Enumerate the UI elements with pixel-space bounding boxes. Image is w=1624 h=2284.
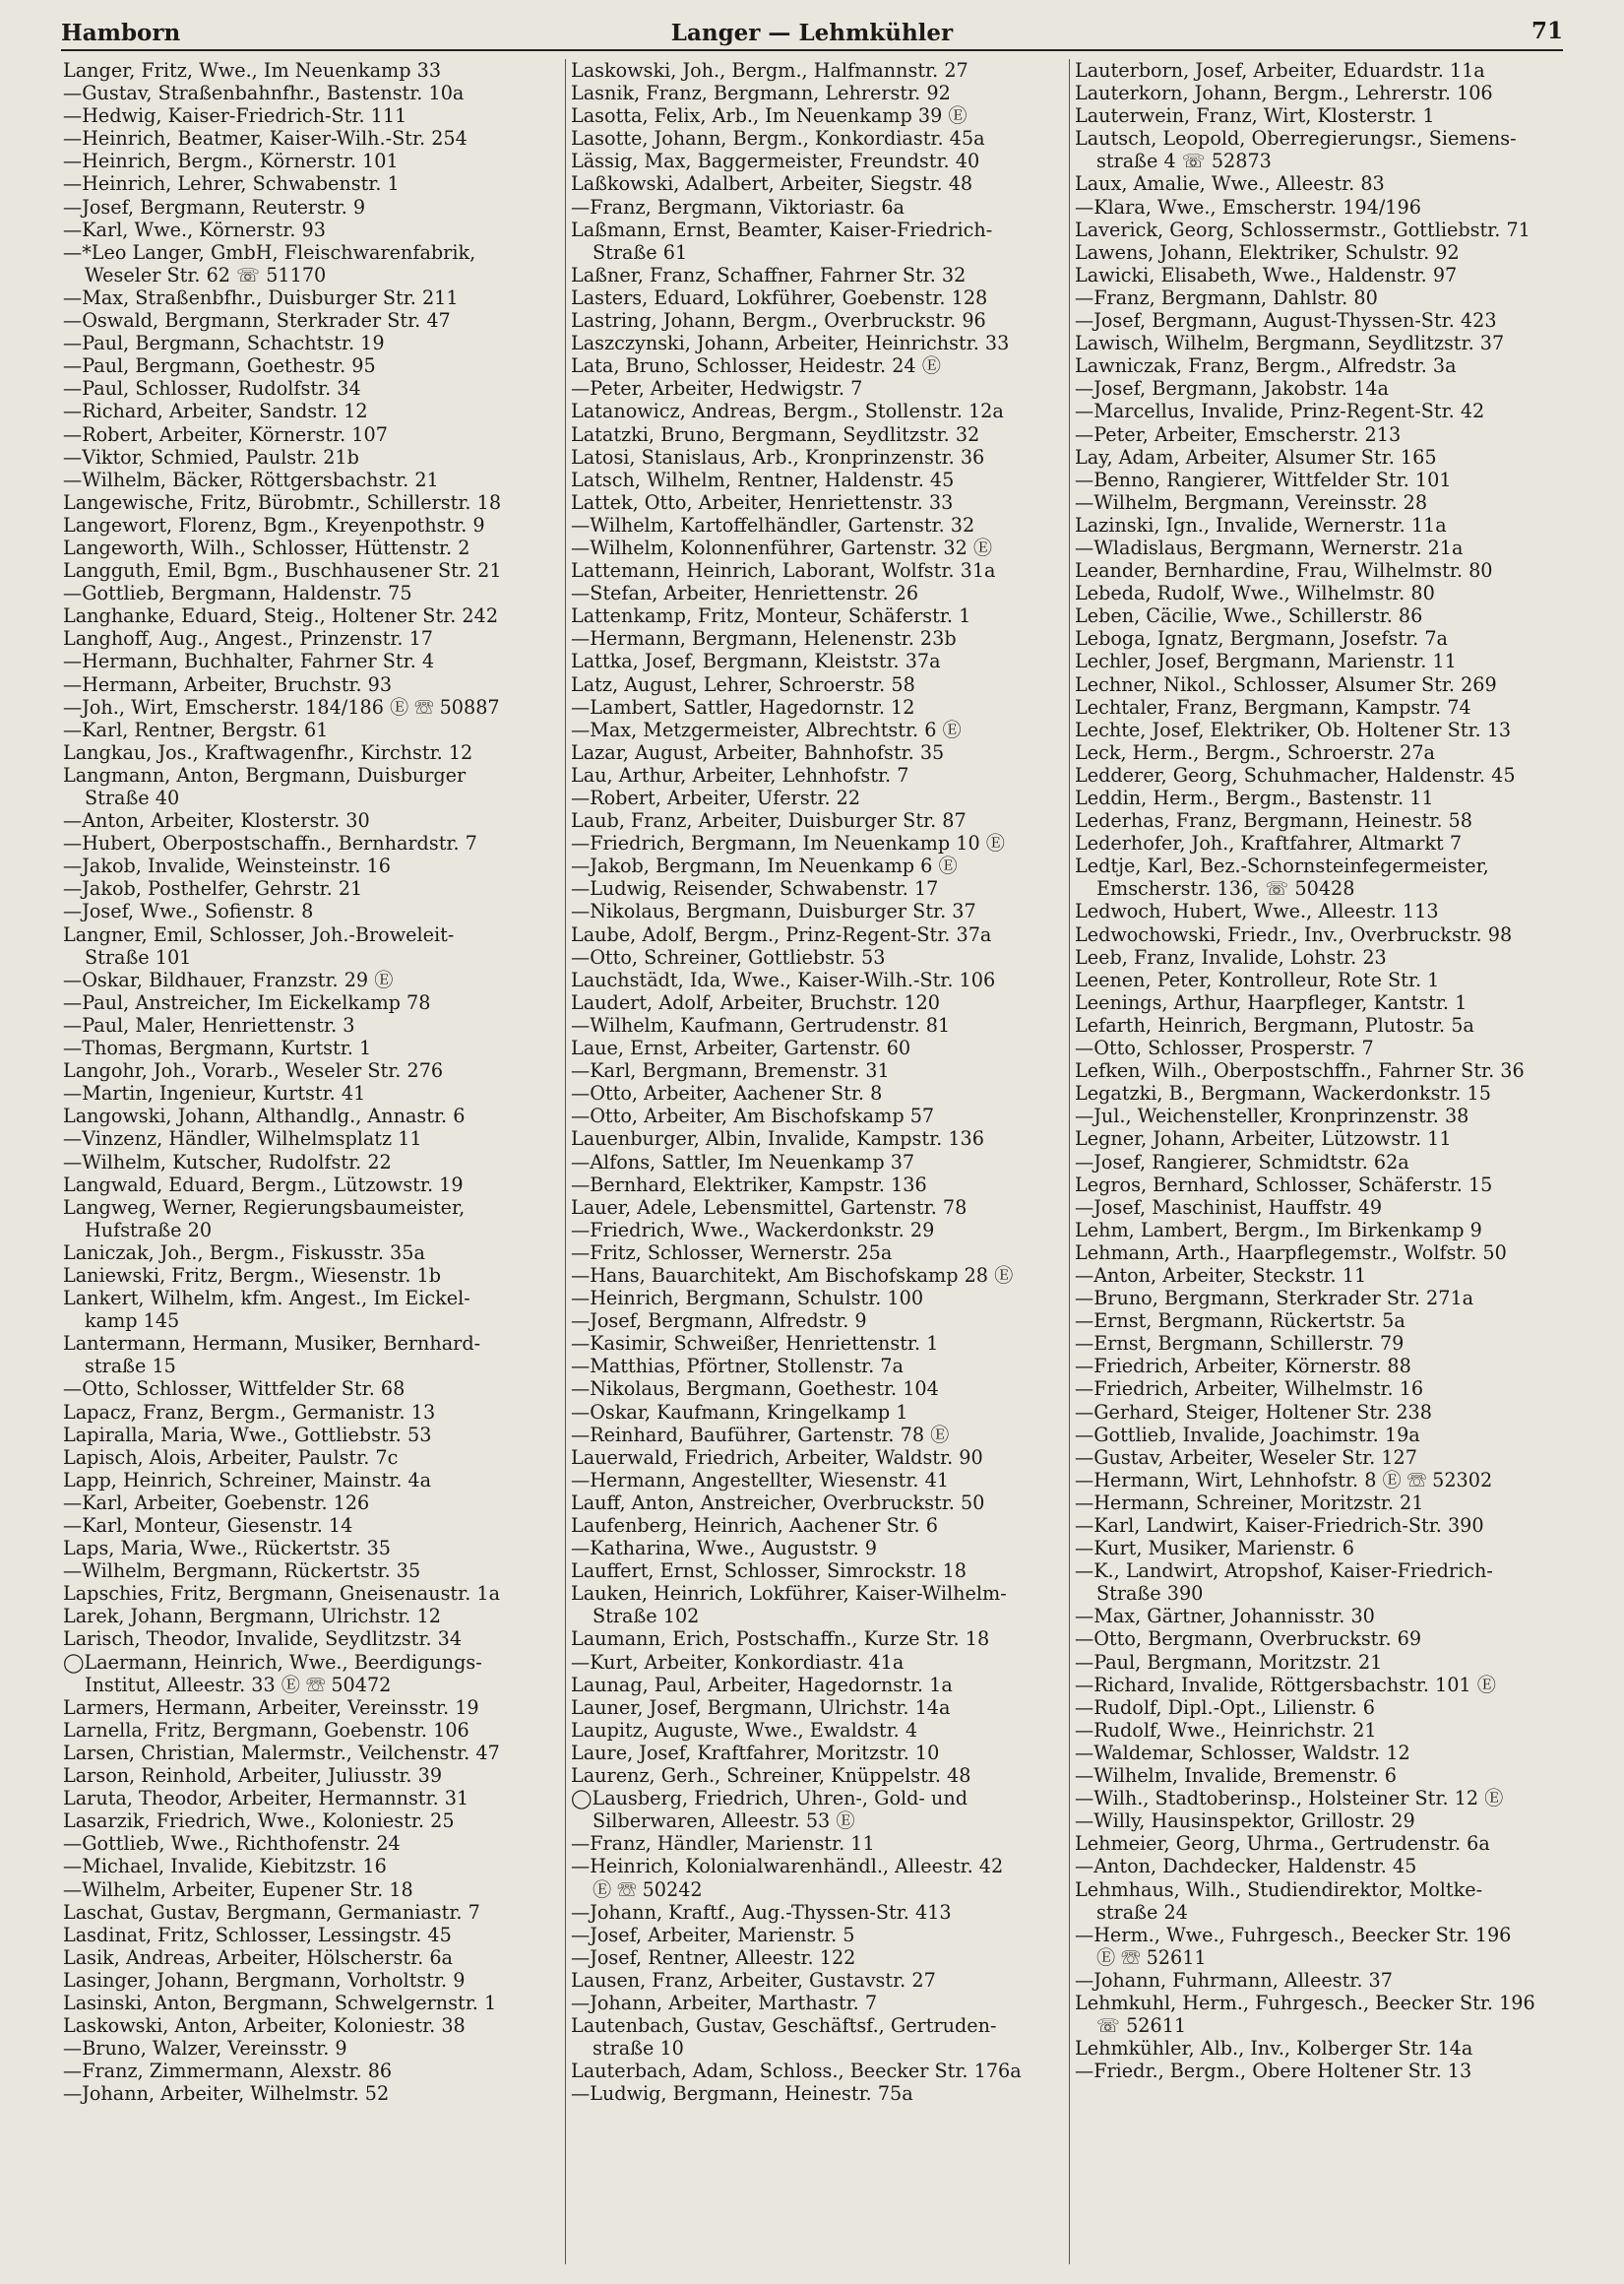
directory-entry: —Jul., Weichensteller, Kronprinzenstr. 38	[1075, 1105, 1469, 1128]
directory-entry: —Josef, Bergmann, August-Thyssen-Str. 423	[1075, 309, 1497, 333]
directory-entry: Lederhofer, Joh., Kraftfahrer, Altmarkt 7	[1075, 832, 1463, 856]
directory-entry: straße 24	[1096, 1900, 1188, 1924]
directory-entry: Lapacz, Franz, Bergm., Germanistr. 13	[63, 1400, 436, 1424]
directory-entry: Leddin, Herm., Bergm., Bastenstr. 11	[1075, 787, 1434, 809]
directory-entry: —Herm., Wwe., Fuhrgesch., Beecker Str. 196	[1075, 1923, 1512, 1946]
directory-entry: —Gustav, Arbeiter, Weseler Str. 127	[1075, 1445, 1417, 1469]
directory-entry: —Franz, Händler, Marienstr. 11	[571, 1832, 875, 1856]
directory-entry: —Bernhard, Elektriker, Kampstr. 136	[571, 1173, 927, 1196]
directory-entry: —Ernst, Bergmann, Schillerstr. 79	[1075, 1332, 1405, 1356]
directory-entry: Laßkowski, Adalbert, Arbeiter, Siegstr. 48	[571, 172, 973, 196]
directory-entry: Lasotta, Felix, Arb., Im Neuenkamp 39 Ⓔ	[571, 104, 968, 128]
directory-entry: —Joh., Wirt, Emscherstr. 184/186 Ⓔ ☏ 50887	[63, 695, 500, 719]
directory-entry: ◯Lausberg, Friedrich, Uhren-, Gold- und	[571, 1787, 968, 1810]
directory-entry: —Ludwig, Bergmann, Heinestr. 75a	[571, 2082, 913, 2106]
directory-entry: —Johann, Arbeiter, Marthastr. 7	[571, 1991, 878, 2014]
directory-entry: Laßmann, Ernst, Beamter, Kaiser-Friedrich-	[571, 218, 993, 241]
directory-entry: Laufenberg, Heinrich, Aachener Str. 6	[571, 1514, 938, 1537]
directory-entry: Lawniczak, Franz, Bergm., Alfredstr. 3a	[1075, 354, 1457, 378]
directory-entry: Lauchstädt, Ida, Wwe., Kaiser-Wilh.-Str. 106	[571, 968, 996, 991]
directory-entry: Lawicki, Elisabeth, Wwe., Haldenstr. 97	[1075, 263, 1458, 286]
directory-entry: —Paul, Bergmann, Schachtstr. 19	[63, 332, 385, 355]
directory-entry: Lauken, Heinrich, Lokführer, Kaiser-Wilhelm-	[571, 1582, 1007, 1606]
directory-entry: Lautsch, Leopold, Oberregierungsr., Siemens-	[1075, 127, 1517, 151]
directory-entry: —Heinrich, Beatmer, Kaiser-Wilh.-Str. 254	[63, 127, 468, 151]
directory-entry: Straße 390	[1096, 1582, 1204, 1606]
directory-entry: Straße 40	[85, 787, 180, 809]
directory-entry: ◯Laermann, Heinrich, Wwe., Beerdigungs-	[63, 1650, 482, 1674]
directory-entry: Larson, Reinhold, Arbeiter, Juliusstr. 39	[63, 1764, 443, 1788]
directory-entry: Langweg, Werner, Regierungsbaumeister,	[63, 1195, 466, 1219]
directory-entry: —Willy, Hausinspektor, Grillostr. 29	[1075, 1809, 1415, 1833]
directory-entry: Laub, Franz, Arbeiter, Duisburger Str. 87	[571, 809, 967, 833]
directory-entry: Latosi, Stanislaus, Arb., Kronprinzenstr. 36	[571, 445, 985, 469]
directory-entry: Laurenz, Gerh., Schreiner, Knüppelstr. 48	[571, 1764, 971, 1788]
directory-entry: Langewort, Florenz, Bgm., Kreyenpothstr. 9	[63, 513, 485, 537]
directory-entry: —Bruno, Bergmann, Sterkrader Str. 271a	[1075, 1287, 1474, 1310]
directory-entry: Langguth, Emil, Bgm., Buschhausener Str. 21	[63, 559, 502, 583]
directory-entry: —Otto, Schreiner, Gottliebstr. 53	[571, 945, 886, 969]
directory-entry: Lasotte, Johann, Bergm., Konkordiastr. 45a	[571, 127, 985, 151]
directory-entry: Lasarzik, Friedrich, Wwe., Koloniestr. 25	[63, 1809, 455, 1833]
directory-entry: —Jakob, Invalide, Weinsteinstr. 16	[63, 855, 391, 878]
directory-entry: ☏ 52611	[1096, 2014, 1187, 2038]
directory-entry: Laumann, Erich, Postschaffn., Kurze Str. 18	[571, 1627, 990, 1651]
directory-entry: Lasters, Eduard, Lokführer, Goebenstr. 128	[571, 286, 988, 309]
directory-entry: Langohr, Joh., Vorarb., Weseler Str. 276	[63, 1059, 444, 1083]
directory-entry: Latz, August, Lehrer, Schroerstr. 58	[571, 672, 915, 696]
directory-entry: —*Leo Langer, GmbH, Fleischwarenfabrik,	[63, 240, 476, 264]
directory-entry: Lattek, Otto, Arbeiter, Henriettenstr. 33	[571, 490, 954, 514]
directory-entry: Leck, Herm., Bergm., Schroerstr. 27a	[1075, 740, 1435, 764]
directory-entry: —Hermann, Wirt, Lehnhofstr. 8 Ⓔ ☏ 52302	[1075, 1468, 1493, 1491]
directory-entry: —Wilh., Stadtoberinsp., Holsteiner Str. 12 Ⓔ	[1075, 1787, 1504, 1810]
directory-entry: —Heinrich, Lehrer, Schwabenstr. 1	[63, 172, 400, 196]
directory-entry: —Wilhelm, Bergmann, Rückertstr. 35	[63, 1559, 421, 1583]
directory-entry: Legner, Johann, Arbeiter, Lützowstr. 11	[1075, 1127, 1452, 1151]
directory-entry: —Max, Metzgermeister, Albrechtstr. 6 Ⓔ	[571, 718, 962, 741]
directory-entry: —Reinhard, Bauführer, Gartenstr. 78 Ⓔ	[571, 1423, 950, 1446]
directory-column-3	[1075, 59, 1572, 2269]
directory-entry: —Karl, Monteur, Giesenstr. 14	[63, 1514, 353, 1537]
directory-entry: —Bruno, Walzer, Vereinsstr. 9	[63, 2037, 347, 2061]
directory-entry: Lehmhaus, Wilh., Studiendirektor, Moltke-	[1075, 1877, 1483, 1901]
directory-entry: —Fritz, Schlosser, Wernerstr. 25a	[571, 1240, 893, 1264]
directory-entry: Lechtaler, Franz, Bergmann, Kampstr. 74	[1075, 695, 1471, 719]
directory-entry: Latsch, Wilhelm, Rentner, Haldenstr. 45	[571, 468, 955, 491]
directory-entry: Leben, Cäcilie, Wwe., Schillerstr. 86	[1075, 604, 1423, 628]
directory-entry: —Ernst, Bergmann, Rückertstr. 5a	[1075, 1309, 1405, 1333]
directory-entry: —Heinrich, Bergm., Körnerstr. 101	[63, 150, 399, 173]
directory-column-2	[571, 59, 1068, 2269]
directory-entry: Lastring, Johann, Bergm., Overbruckstr. 96	[571, 309, 986, 333]
directory-entry: —Josef, Maschinist, Hauffstr. 49	[1075, 1195, 1383, 1219]
directory-entry: Langwald, Eduard, Bergm., Lützowstr. 19	[63, 1173, 464, 1196]
directory-entry: —Otto, Arbeiter, Aachener Str. 8	[571, 1082, 883, 1106]
directory-entry: —Richard, Invalide, Röttgersbachstr. 101 Ⓔ	[1075, 1673, 1496, 1696]
directory-entry: Lauffert, Ernst, Schlosser, Simrockstr. 18	[571, 1559, 967, 1583]
directory-entry: —Jakob, Bergmann, Im Neuenkamp 6 Ⓔ	[571, 855, 958, 878]
directory-entry: —Marcellus, Invalide, Prinz-Regent-Str. 42	[1075, 400, 1485, 423]
directory-entry: —Gottlieb, Invalide, Joachimstr. 19a	[1075, 1423, 1420, 1446]
directory-entry: —Lambert, Sattler, Hagedornstr. 12	[571, 695, 915, 719]
directory-entry: Lapiralla, Maria, Wwe., Gottliebstr. 53	[63, 1423, 432, 1446]
directory-entry: Launag, Paul, Arbeiter, Hagedornstr. 1a	[571, 1673, 953, 1696]
directory-entry: —Hermann, Arbeiter, Bruchstr. 93	[63, 672, 393, 696]
directory-entry: —Wilhelm, Kutscher, Rudolfstr. 22	[63, 1150, 392, 1174]
directory-entry: —Otto, Bergmann, Overbruckstr. 69	[1075, 1627, 1422, 1651]
directory-entry: —Karl, Wwe., Körnerstr. 93	[63, 218, 326, 241]
directory-entry: —Johann, Arbeiter, Wilhelmstr. 52	[63, 2082, 390, 2106]
directory-entry: Laux, Amalie, Wwe., Alleestr. 83	[1075, 172, 1385, 196]
directory-entry: Ledwochowski, Friedr., Inv., Overbruckstr. 98	[1075, 922, 1513, 946]
directory-entry: Langewische, Fritz, Bürobmtr., Schillerstr. 18	[63, 490, 502, 514]
directory-entry: Lasik, Andreas, Arbeiter, Hölscherstr. 6a	[63, 1945, 453, 1969]
directory-entry: Lata, Bruno, Schlosser, Heidestr. 24 Ⓔ	[571, 354, 941, 378]
directory-entry: —Anton, Arbeiter, Steckstr. 11	[1075, 1263, 1367, 1287]
directory-entry: Lattemann, Heinrich, Laborant, Wolfstr. 31a	[571, 559, 996, 583]
directory-entry: —Robert, Arbeiter, Uferstr. 22	[571, 787, 861, 809]
page-header	[61, 16, 1563, 51]
directory-entry: —Johann, Fuhrmann, Alleestr. 37	[1075, 1968, 1393, 1992]
directory-entry: Larisch, Theodor, Invalide, Seydlitzstr. 34	[63, 1627, 463, 1651]
directory-entry: Lauterwein, Franz, Wirt, Klosterstr. 1	[1075, 104, 1435, 128]
directory-entry: Lapp, Heinrich, Schreiner, Mainstr. 4a	[63, 1468, 432, 1491]
directory-entry: Laßner, Franz, Schaffner, Fahrner Str. 32	[571, 263, 967, 286]
directory-entry: Lehmann, Arth., Haarpflegemstr., Wolfstr. 50	[1075, 1240, 1507, 1264]
directory-entry: Langeworth, Wilh., Schlosser, Hüttenstr. 2	[63, 536, 470, 559]
directory-entry: —Jakob, Posthelfer, Gehrstr. 21	[63, 877, 363, 901]
directory-entry: Lauff, Anton, Anstreicher, Overbruckstr. 50	[571, 1491, 985, 1514]
directory-entry: Lechte, Josef, Elektriker, Ob. Holtener Str. 13	[1075, 718, 1512, 741]
directory-entry: —Michael, Invalide, Kiebitzstr. 16	[63, 1855, 387, 1878]
directory-entry: —Josef, Rentner, Alleestr. 122	[571, 1945, 856, 1969]
directory-entry: Larek, Johann, Bergmann, Ulrichstr. 12	[63, 1605, 441, 1628]
directory-entry: —Josef, Bergmann, Alfredstr. 9	[571, 1309, 867, 1333]
directory-entry: Launer, Josef, Bergmann, Ulrichstr. 14a	[571, 1695, 951, 1719]
directory-entry: Leander, Bernhardine, Frau, Wilhelmstr. 80	[1075, 559, 1493, 583]
directory-entry: Lauenburger, Albin, Invalide, Kampstr. 136	[571, 1127, 984, 1151]
directory-entry: Leenings, Arthur, Haarpfleger, Kantstr. 1	[1075, 990, 1468, 1014]
directory-entry: —Otto, Schlosser, Prosperstr. 7	[1075, 1037, 1374, 1060]
directory-entry: Straße 102	[593, 1605, 700, 1628]
directory-entry: —Anton, Arbeiter, Klosterstr. 30	[63, 809, 370, 833]
directory-entry: Latatzki, Bruno, Bergmann, Seydlitzstr. 32	[571, 422, 980, 446]
directory-entry: —Gustav, Straßenbahnfhr., Bastenstr. 10a	[63, 82, 465, 105]
directory-entry: Leeb, Franz, Invalide, Lohstr. 23	[1075, 945, 1387, 969]
directory-entry: —Johann, Kraftf., Aug.-Thyssen-Str. 413	[571, 1900, 952, 1924]
directory-entry: —Viktor, Schmied, Paulstr. 21b	[63, 445, 359, 469]
directory-entry: Weseler Str. 62 ☏ 51170	[85, 263, 327, 286]
directory-entry: Lauerwald, Friedrich, Arbeiter, Waldstr. 90	[571, 1445, 983, 1469]
directory-entry: —Josef, Bergmann, Reuterstr. 9	[63, 195, 366, 219]
directory-entry: Ledtje, Karl, Bez.-Schornsteinfegermeister,	[1075, 855, 1489, 878]
directory-entry: straße 10	[593, 2037, 684, 2061]
directory-entry: —Paul, Maler, Henriettenstr. 3	[63, 1013, 355, 1037]
directory-entry: —Franz, Zimmermann, Alexstr. 86	[63, 2060, 393, 2083]
directory-entry: —Stefan, Arbeiter, Henriettenstr. 26	[571, 582, 919, 605]
directory-entry: —Hubert, Oberpostschaffn., Bernhardstr. 7	[63, 832, 477, 856]
directory-entry: —Vinzenz, Händler, Wilhelmsplatz 11	[63, 1127, 422, 1151]
page-number: 71	[1530, 18, 1563, 44]
directory-entry: Institut, Alleestr. 33 Ⓔ ☏ 50472	[85, 1673, 392, 1696]
directory-entry: —Klara, Wwe., Emscherstr. 194/196	[1075, 195, 1421, 219]
directory-entry: —Paul, Bergmann, Goethestr. 95	[63, 354, 376, 378]
directory-entry: Lebeda, Rudolf, Wwe., Wilhelmstr. 80	[1075, 582, 1435, 605]
header-district: Hamborn	[61, 20, 181, 46]
directory-entry: Lehm, Lambert, Bergm., Im Birkenkamp 9	[1075, 1218, 1482, 1241]
directory-entry: —Friedrich, Bergmann, Im Neuenkamp 10 Ⓔ	[571, 832, 1005, 856]
directory-entry: —Friedr., Bergm., Obere Holtener Str. 13	[1075, 2060, 1472, 2083]
directory-entry: kamp 145	[85, 1309, 180, 1333]
directory-entry: Straße 61	[593, 240, 688, 264]
directory-entry: Laschat, Gustav, Bergmann, Germaniastr. 7	[63, 1900, 480, 1924]
directory-entry: Langkau, Jos., Kraftwagenfhr., Kirchstr. 12	[63, 740, 473, 764]
directory-entry: Laskowski, Anton, Arbeiter, Koloniestr. 38	[63, 2014, 466, 2038]
directory-entry: Lederhas, Franz, Bergmann, Heinestr. 58	[1075, 809, 1472, 833]
directory-entry: Lasinski, Anton, Bergmann, Schwelgernstr. 1	[63, 1991, 497, 2014]
directory-entry: —Martin, Ingenieur, Kurtstr. 41	[63, 1082, 366, 1106]
directory-entry: Lautenbach, Gustav, Geschäftsf., Gertruden-	[571, 2014, 997, 2038]
directory-entry: Lauterbach, Adam, Schloss., Beecker Str. 176a	[571, 2060, 1022, 2083]
directory-entry: —Oswald, Bergmann, Sterkrader Str. 47	[63, 309, 451, 333]
directory-entry: —Franz, Bergmann, Dahlstr. 80	[1075, 286, 1378, 309]
directory-entry: —Friedrich, Arbeiter, Wilhelmstr. 16	[1075, 1377, 1424, 1401]
directory-entry: Straße 101	[85, 945, 192, 969]
directory-entry: —Hans, Bauarchitekt, Am Bischofskamp 28 Ⓔ	[571, 1263, 1014, 1287]
directory-entry: —Kurt, Musiker, Marienstr. 6	[1075, 1537, 1354, 1560]
directory-entry: Lasdinat, Fritz, Schlosser, Lessingstr. 45	[63, 1923, 452, 1946]
directory-entry: Laudert, Adolf, Arbeiter, Bruchstr. 120	[571, 990, 941, 1014]
directory-entry: Laverick, Georg, Schlossermstr., Gottliebstr. 71	[1075, 218, 1530, 241]
directory-entry: Lefken, Wilh., Oberpostschffn., Fahrner Str. 36	[1075, 1059, 1525, 1083]
directory-entry: Laube, Adolf, Bergm., Prinz-Regent-Str. 37a	[571, 922, 992, 946]
directory-entry: —Anton, Dachdecker, Haldenstr. 45	[1075, 1855, 1417, 1878]
directory-entry: —Peter, Arbeiter, Hedwigstr. 7	[571, 377, 863, 401]
directory-entry: Lay, Adam, Arbeiter, Alsumer Str. 165	[1075, 445, 1437, 469]
directory-entry: Larsen, Christian, Malermstr., Veilchenstr. 47	[63, 1741, 500, 1764]
directory-entry: Lantermann, Hermann, Musiker, Bernhard-	[63, 1332, 481, 1356]
header-range: Langer — Lehmkühler	[670, 20, 954, 46]
directory-entry: —Peter, Arbeiter, Emscherstr. 213	[1075, 422, 1402, 446]
directory-entry: —Gottlieb, Bergmann, Haldenstr. 75	[63, 582, 412, 605]
directory-entry: —Wilhelm, Kaufmann, Gertrudenstr. 81	[571, 1013, 951, 1037]
directory-entry: —Wilhelm, Kolonnenführer, Gartenstr. 32 Ⓔ	[571, 536, 993, 559]
directory-entry: Lausen, Franz, Arbeiter, Gustavstr. 27	[571, 1968, 936, 1992]
directory-entry: Lau, Arthur, Arbeiter, Lehnhofstr. 7	[571, 763, 909, 787]
directory-entry: —Hermann, Schreiner, Moritzstr. 21	[1075, 1491, 1424, 1514]
directory-entry: Lehmkühler, Alb., Inv., Kolberger Str. 14a	[1075, 2037, 1473, 2061]
directory-entry: —Rudolf, Wwe., Heinrichstr. 21	[1075, 1718, 1377, 1742]
directory-entry: —Karl, Rentner, Bergstr. 61	[63, 718, 329, 741]
directory-entry: —Josef, Rangierer, Schmidtstr. 62a	[1075, 1150, 1409, 1174]
directory-entry: —Wilhelm, Kartoffelhändler, Gartenstr. 32	[571, 513, 975, 537]
directory-entry: Lapisch, Alois, Arbeiter, Paulstr. 7c	[63, 1445, 399, 1469]
column-divider	[565, 59, 566, 2264]
directory-entry: Silberwaren, Alleestr. 53 Ⓔ	[593, 1809, 855, 1833]
column-divider	[1069, 59, 1070, 2264]
directory-entry: —Hermann, Buchhalter, Fahrner Str. 4	[63, 650, 435, 673]
directory-entry: Lazar, August, Arbeiter, Bahnhofstr. 35	[571, 740, 945, 764]
directory-entry: Laruta, Theodor, Arbeiter, Hermannstr. 31	[63, 1787, 469, 1810]
directory-entry: Lattenkamp, Fritz, Monteur, Schäferstr. 1	[571, 604, 971, 628]
directory-entry: —Franz, Bergmann, Viktoriastr. 6a	[571, 195, 905, 219]
directory-entry: —Max, Gärtner, Johannisstr. 30	[1075, 1605, 1375, 1628]
directory-entry: —Waldemar, Schlosser, Waldstr. 12	[1075, 1741, 1410, 1764]
directory-entry: Lasinger, Johann, Bergmann, Vorholtstr. 9	[63, 1968, 466, 1992]
directory-entry: Lapschies, Fritz, Bergmann, Gneisenaustr. 1a	[63, 1582, 501, 1606]
directory-entry: Lawens, Johann, Elektriker, Schulstr. 92	[1075, 240, 1460, 264]
directory-entry: Leboga, Ignatz, Bergmann, Josefstr. 7a	[1075, 627, 1448, 651]
directory-entry: straße 4 ☏ 52873	[1096, 150, 1272, 173]
directory-entry: Larmers, Hermann, Arbeiter, Vereinsstr. 19	[63, 1695, 479, 1719]
directory-entry: —Hermann, Bergmann, Helenenstr. 23b	[571, 627, 957, 651]
directory-entry: —Benno, Rangierer, Wittfelder Str. 101	[1075, 468, 1452, 491]
directory-entry: —Heinrich, Bergmann, Schulstr. 100	[571, 1287, 924, 1310]
directory-entry: —Richard, Arbeiter, Sandstr. 12	[63, 400, 368, 423]
directory-entry: Lawisch, Wilhelm, Bergmann, Seydlitzstr. 37	[1075, 332, 1505, 355]
directory-entry: Ⓔ ☏ 52611	[1096, 1945, 1207, 1969]
directory-entry: Ledwoch, Hubert, Wwe., Alleestr. 113	[1075, 900, 1439, 923]
directory-entry: Hufstraße 20	[85, 1218, 213, 1241]
directory-entry: Laszczynski, Johann, Arbeiter, Heinrichstr. 33	[571, 332, 1010, 355]
directory-entry: Lechner, Nikol., Schlosser, Alsumer Str. 269	[1075, 672, 1497, 696]
directory-entry: Lankert, Wilhelm, kfm. Angest., Im Eickel-	[63, 1287, 470, 1310]
directory-entry: Lasnik, Franz, Bergmann, Lehrerstr. 92	[571, 82, 951, 105]
directory-column-1	[63, 59, 560, 2269]
directory-entry: Lauer, Adele, Lebensmittel, Gartenstr. 78	[571, 1195, 968, 1219]
directory-entry: —Friedrich, Wwe., Wackerdonkstr. 29	[571, 1218, 935, 1241]
directory-entry: Lefarth, Heinrich, Bergmann, Plutostr. 5a	[1075, 1013, 1474, 1037]
directory-entry: Laue, Ernst, Arbeiter, Gartenstr. 60	[571, 1037, 911, 1060]
directory-entry: —Wilhelm, Invalide, Bremenstr. 6	[1075, 1764, 1397, 1788]
directory-entry: Lässig, Max, Baggermeister, Freundstr. 40	[571, 150, 980, 173]
directory-entry: Langer, Fritz, Wwe., Im Neuenkamp 33	[63, 59, 442, 82]
directory-entry: Leenen, Peter, Kontrolleur, Rote Str. 1	[1075, 968, 1440, 991]
directory-entry: —Wladislaus, Bergmann, Wernerstr. 21a	[1075, 536, 1464, 559]
directory-entry: —Friedrich, Arbeiter, Körnerstr. 88	[1075, 1355, 1411, 1378]
directory-entry: —K., Landwirt, Atropshof, Kaiser-Friedrich-	[1075, 1559, 1493, 1583]
directory-entry: —Josef, Arbeiter, Marienstr. 5	[571, 1923, 855, 1946]
directory-entry: Laps, Maria, Wwe., Rückertstr. 35	[63, 1537, 391, 1560]
directory-entry: Laskowski, Joh., Bergm., Halfmannstr. 27	[571, 59, 968, 82]
directory-entry: —Otto, Schlosser, Wittfelder Str. 68	[63, 1377, 406, 1401]
directory-entry: —Nikolaus, Bergmann, Duisburger Str. 37	[571, 900, 976, 923]
directory-entry: —Wilhelm, Bäcker, Röttgersbachstr. 21	[63, 468, 439, 491]
directory-entry: Lehmkuhl, Herm., Fuhrgesch., Beecker Str. 196	[1075, 1991, 1535, 2014]
directory-entry: straße 15	[85, 1355, 176, 1378]
directory-entry: —Gerhard, Steiger, Holtener Str. 238	[1075, 1400, 1432, 1424]
directory-entry: Langhanke, Eduard, Steig., Holtener Str. 242	[63, 604, 499, 628]
directory-entry: —Karl, Bergmann, Bremenstr. 31	[571, 1059, 890, 1083]
directory-entry: Langowski, Johann, Althandlg., Annastr. 6	[63, 1105, 466, 1128]
directory-entry: Laure, Josef, Kraftfahrer, Moritzstr. 10	[571, 1741, 940, 1764]
directory-entry: Lechler, Josef, Bergmann, Marienstr. 11	[1075, 650, 1457, 673]
directory-entry: —Ludwig, Reisender, Schwabenstr. 17	[571, 877, 939, 901]
directory-entry: —Kurt, Arbeiter, Konkordiastr. 41a	[571, 1650, 905, 1674]
directory-entry: —Paul, Schlosser, Rudolfstr. 34	[63, 377, 361, 401]
directory-entry: Lauterborn, Josef, Arbeiter, Eduardstr. 11a	[1075, 59, 1485, 82]
directory-entry: —Heinrich, Kolonialwarenhändl., Alleestr. 42	[571, 1855, 1004, 1878]
directory-entry: —Wilhelm, Bergmann, Vereinsstr. 28	[1075, 490, 1428, 514]
directory-entry: —Kasimir, Schweißer, Henriettenstr. 1	[571, 1332, 939, 1356]
directory-entry: —Paul, Anstreicher, Im Eickelkamp 78	[63, 990, 431, 1014]
directory-entry: Lazinski, Ign., Invalide, Wernerstr. 11a	[1075, 513, 1447, 537]
directory-entry: Emscherstr. 136, ☏ 50428	[1096, 877, 1355, 901]
directory-entry: —Karl, Landwirt, Kaiser-Friedrich-Str. 390	[1075, 1514, 1484, 1537]
directory-entry: Langner, Emil, Schlosser, Joh.-Broweleit-	[63, 922, 455, 946]
directory-entry: Ledderer, Georg, Schuhmacher, Haldenstr. 45	[1075, 763, 1516, 787]
directory-entry: —Robert, Arbeiter, Körnerstr. 107	[63, 422, 388, 446]
directory-entry: —Oskar, Kaufmann, Kringelkamp 1	[571, 1400, 908, 1424]
directory-entry: —Max, Straßenbfhr., Duisburger Str. 211	[63, 286, 459, 309]
directory-entry: —Katharina, Wwe., Auguststr. 9	[571, 1537, 878, 1560]
directory-entry: —Rudolf, Dipl.-Opt., Lilienstr. 6	[1075, 1695, 1376, 1719]
directory-entry: —Hermann, Angestellter, Wiesenstr. 41	[571, 1468, 950, 1491]
directory-entry: —Gottlieb, Wwe., Richthofenstr. 24	[63, 1832, 401, 1856]
directory-entry: Latanowicz, Andreas, Bergm., Stollenstr. 12a	[571, 400, 1004, 423]
directory-entry: —Karl, Arbeiter, Goebenstr. 126	[63, 1491, 370, 1514]
directory-entry: —Paul, Bergmann, Moritzstr. 21	[1075, 1650, 1383, 1674]
directory-entry: —Oskar, Bildhauer, Franzstr. 29 Ⓔ	[63, 968, 394, 991]
directory-entry: Langhoff, Aug., Angest., Prinzenstr. 17	[63, 627, 434, 651]
directory-entry: —Josef, Bergmann, Jakobstr. 14a	[1075, 377, 1389, 401]
directory-entry: —Matthias, Pförtner, Stollenstr. 7a	[571, 1355, 904, 1378]
directory-entry: Lattka, Josef, Bergmann, Kleiststr. 37a	[571, 650, 941, 673]
directory-entry: Larnella, Fritz, Bergmann, Goebenstr. 106	[63, 1718, 469, 1742]
directory-entry: Lauterkorn, Johann, Bergm., Lehrerstr. 106	[1075, 82, 1493, 105]
directory-entry: Laniewski, Fritz, Bergm., Wiesenstr. 1b	[63, 1263, 442, 1287]
directory-entry: Laupitz, Auguste, Wwe., Ewaldstr. 4	[571, 1718, 918, 1742]
directory-entry: Lehmeier, Georg, Uhrma., Gertrudenstr. 6a	[1075, 1832, 1490, 1856]
directory-entry: —Alfons, Sattler, Im Neuenkamp 37	[571, 1150, 915, 1174]
directory-entry: —Josef, Wwe., Sofienstr. 8	[63, 900, 314, 923]
directory-entry: —Wilhelm, Arbeiter, Eupener Str. 18	[63, 1877, 413, 1901]
directory-entry: Langmann, Anton, Bergmann, Duisburger	[63, 763, 467, 787]
directory-entry: Ⓔ ☏ 50242	[593, 1877, 703, 1901]
directory-entry: —Hedwig, Kaiser-Friedrich-Str. 111	[63, 104, 407, 128]
directory-entry: —Nikolaus, Bergmann, Goethestr. 104	[571, 1377, 939, 1401]
directory-entry: —Thomas, Bergmann, Kurtstr. 1	[63, 1037, 372, 1060]
directory-entry: —Otto, Arbeiter, Am Bischofskamp 57	[571, 1105, 935, 1128]
directory-entry: Laniczak, Joh., Bergm., Fiskusstr. 35a	[63, 1240, 425, 1264]
directory-entry: Legros, Bernhard, Schlosser, Schäferstr. 15	[1075, 1173, 1493, 1196]
directory-entry: Legatzki, B., Bergmann, Wackerdonkstr. 15	[1075, 1082, 1491, 1106]
